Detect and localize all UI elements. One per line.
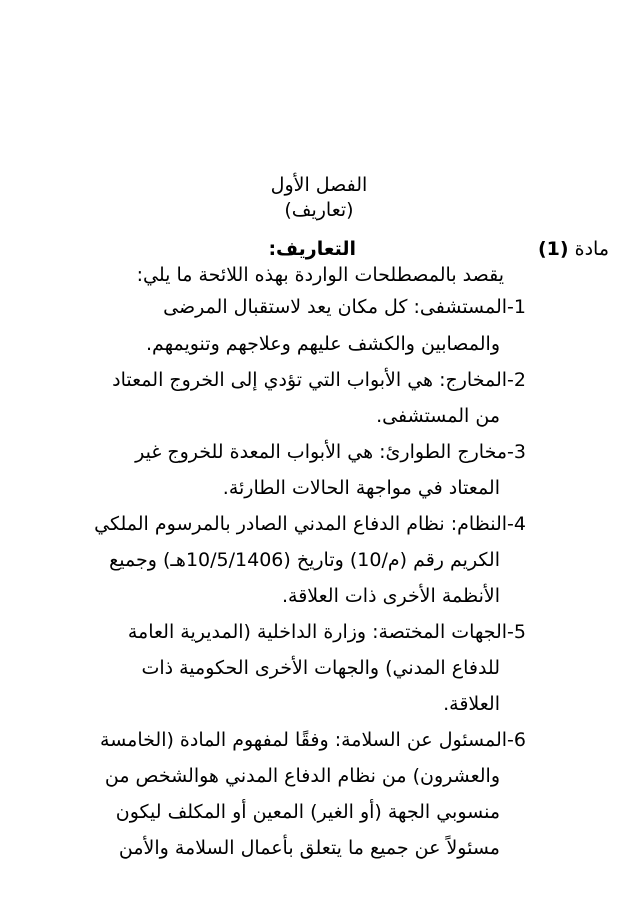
definition-line-5: 3-مخارج الطوارئ: هي الأبواب المعدة للخروج غير [135, 441, 526, 463]
intro-line: يقصد بالمصطلحات الواردة بهذه اللائحة ما يلي: [136, 264, 504, 286]
article-heading: التعاريف: [268, 238, 356, 260]
definition-line-1: 1-المستشفى: كل مكان يعد لاستقبال المرضى [163, 296, 526, 318]
definition-line-8: الكريم رقم (م/10) وتاريخ (10/5/1406هـ) وجميع [109, 549, 500, 571]
definition-line-14: والعشرون) من نظام الدفاع المدني هوالشخص من [104, 765, 500, 787]
definition-line-10: 5-الجهات المختصة: وزارة الداخلية (المديرية العامة [127, 621, 526, 643]
definition-line-12: العلاقة. [443, 693, 500, 715]
definition-line-16: مسئولاً عن جميع ما يتعلق بأعمال السلامة والأمن [118, 837, 500, 859]
definition-line-4: من المستشفى. [376, 405, 500, 427]
chapter-subtitle: (تعاريف) [284, 199, 354, 221]
definition-line-3: 2-المخارج: هي الأبواب التي تؤدي إلى الخروج المعتاد [112, 369, 526, 391]
definition-line-11: للدفاع المدني) والجهات الأخرى الحكومية ذات [141, 657, 500, 679]
chapter-title: الفصل الأول [270, 174, 368, 196]
article-header [538, 237, 609, 261]
definition-line-15: منسوبي الجهة (أو الغير) المعين أو المكلف ليكون [115, 801, 500, 823]
definition-line-13: 6-المسئول عن السلامة: وفقًا لمفهوم المادة (الخامسة [100, 729, 526, 751]
definition-line-6: المعتاد في مواجهة الحالات الطارئة. [222, 477, 500, 499]
definition-line-9: الأنظمة الأخرى ذات العلاقة. [282, 585, 500, 607]
article-number: (1) [537, 238, 569, 260]
article-label: مادة [574, 238, 609, 260]
definition-line-2: والمصابين والكشف عليهم وعلاجهم وتنويمهم. [146, 333, 500, 355]
definition-line-7: 4-النظام: نظام الدفاع المدني الصادر بالمرسوم الملكي [94, 513, 526, 535]
